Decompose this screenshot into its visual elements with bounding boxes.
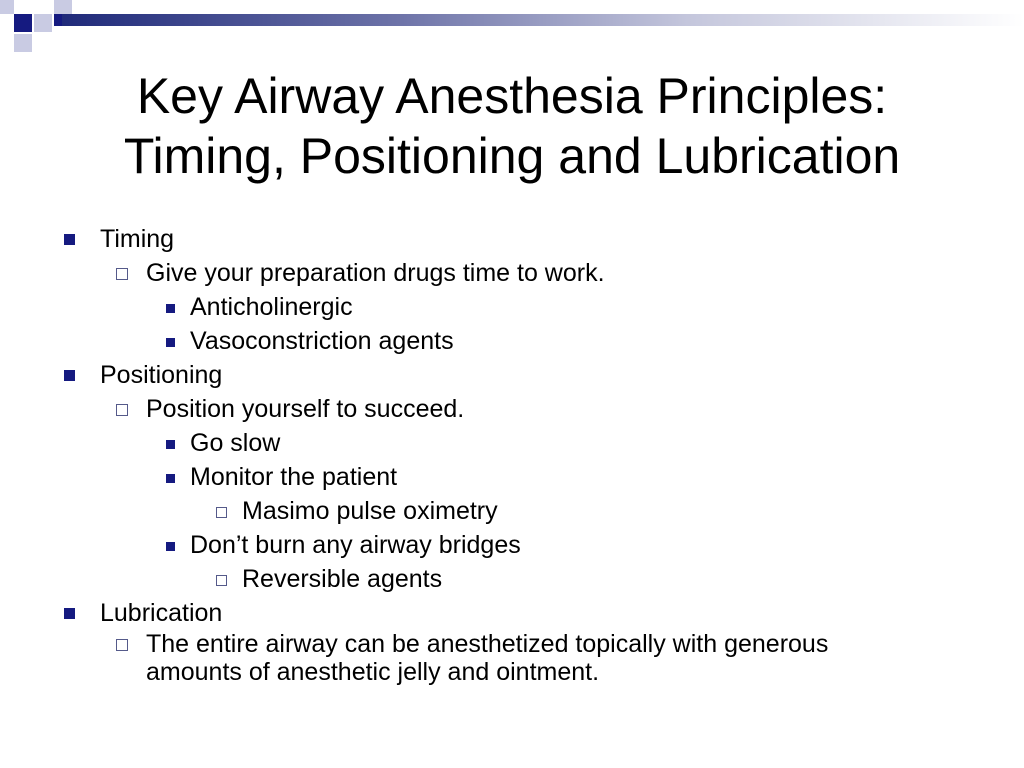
square-bullet-icon xyxy=(166,304,175,313)
square-light-4 xyxy=(0,0,14,14)
bullet-go-slow xyxy=(166,426,280,460)
square-light-3 xyxy=(14,34,32,52)
bullet-positioning-sub xyxy=(116,392,464,426)
hollow-square-bullet-icon xyxy=(116,404,128,416)
hollow-square-bullet-icon xyxy=(216,507,227,518)
bullet-positioning xyxy=(64,358,222,392)
bullet-text: Lubrication xyxy=(100,599,223,627)
hollow-square-bullet-icon xyxy=(216,575,227,586)
square-white xyxy=(34,34,52,52)
bullet-anticholinergic xyxy=(166,290,353,324)
bullet-text: Masimo pulse oximetry xyxy=(242,497,498,525)
bullet-vasoconstriction xyxy=(166,324,454,358)
bullet-airway-bridges xyxy=(166,528,521,562)
bullet-timing xyxy=(64,222,174,256)
square-light-2 xyxy=(54,0,72,14)
square-bullet-icon xyxy=(166,440,175,449)
square-dark-2 xyxy=(54,14,62,26)
bullet-text: Reversible agents xyxy=(242,565,443,593)
bullet-text: Monitor the patient xyxy=(190,463,398,491)
bullet-lubrication xyxy=(64,596,222,630)
square-bullet-icon xyxy=(64,234,75,245)
bullet-text: Give your preparation drugs time to work. xyxy=(146,259,605,287)
square-light-1 xyxy=(34,14,52,32)
bullet-text: Go slow xyxy=(190,429,281,457)
square-bullet-icon xyxy=(166,474,175,483)
bullet-masimo xyxy=(216,494,498,528)
title-line-1: Key Airway Anesthesia Principles: xyxy=(136,68,888,124)
bullet-text-line-2: amounts of anesthetic jelly and ointment. xyxy=(146,658,600,686)
bullet-text-line-1: The entire airway can be anesthetized topically with generous xyxy=(146,630,829,658)
square-bullet-icon xyxy=(166,542,175,551)
bullet-text: Position yourself to succeed. xyxy=(146,395,465,423)
hollow-square-bullet-icon xyxy=(116,268,128,280)
header-gradient-bar xyxy=(62,14,1024,26)
bullet-text: Vasoconstriction agents xyxy=(190,327,454,355)
square-dark-1 xyxy=(14,14,32,32)
decorative-squares xyxy=(0,0,90,70)
bullet-text: Positioning xyxy=(100,361,223,389)
hollow-square-bullet-icon xyxy=(116,639,128,651)
bullet-text: Timing xyxy=(100,225,175,253)
square-bullet-icon xyxy=(64,608,75,619)
bullet-reversible xyxy=(216,562,442,596)
bullet-monitor xyxy=(166,460,397,494)
bullet-timing-sub xyxy=(116,256,605,290)
bullet-text xyxy=(146,630,828,686)
bullet-text: Anticholinergic xyxy=(190,293,353,321)
bullet-text: Don’t burn any airway bridges xyxy=(190,531,521,559)
slide-title xyxy=(0,66,1024,186)
title-line-2: Timing, Positioning and Lubrication xyxy=(123,128,901,184)
bullet-lubrication-sub xyxy=(116,630,828,686)
square-bullet-icon xyxy=(166,338,175,347)
square-bullet-icon xyxy=(64,370,75,381)
